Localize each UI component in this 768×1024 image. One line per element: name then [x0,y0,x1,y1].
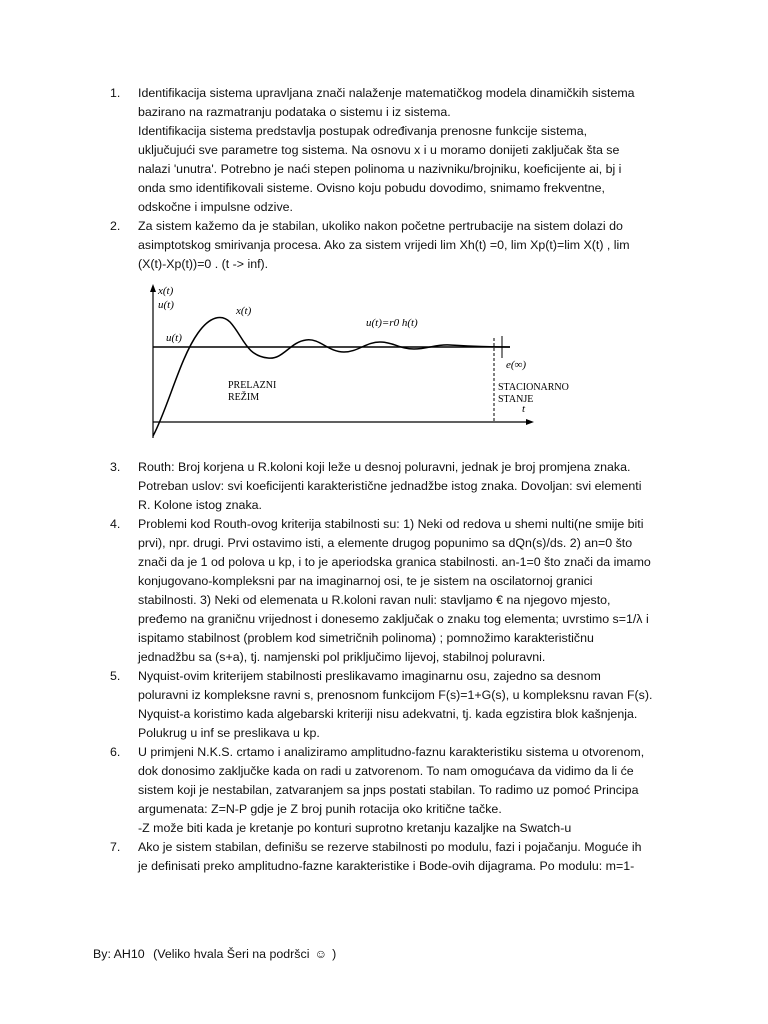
paragraph-line: Identifikacija sistema upravljana znači nalaženje matematičkog modela dinamičkih sistema [138,86,635,100]
transient-label-2: REŽIM [228,392,260,403]
steady-label-2: STANJE [498,394,534,405]
list-item-number: 6. [110,745,121,759]
paragraph-line: prvi), npr. drugi. Prvi ostavimo isti, a elemente drugog popunimo sa dQn(s)/ds. 2) an=0 što [138,536,633,550]
y-axis-label-x: x(t) [158,285,174,297]
paragraph-line: bazirano na razmatranju podataka o sistemu i iz sistema. [138,105,451,119]
paragraph-line: (X(t)-Xp(t))=0 . (t -> inf). [138,257,269,271]
footer [93,947,341,961]
time-axis-label: t [522,403,526,415]
numbered-list [110,84,685,876]
paragraph-line: Problemi kod Routh-ovog kriterija stabilnosti su: 1) Neki od redova u shemi nulti(ne smije biti [138,517,644,531]
steady-label-1: STACIONARNO [498,382,569,393]
list-item-number: 5. [110,669,121,683]
list-item [110,667,685,743]
paragraph-line: je definisati preko amplitudno-fazne karakteristike i Bode-ovih dijagrama. Po modulu: m=1- [138,859,635,873]
paragraph-line: poluravni iz kompleksne ravni s, prenosnom funkcijom F(s)=1+G(s), u kompleksnu ravan F(s). [138,688,653,702]
paragraph-line: Nyquist-a koristimo kada algebarski kriteriji nisu adekvatni, tj. kada egzistira blok kašnjenja. [138,707,638,721]
paragraph-line: Polukrug u inf se preslikava u kp. [138,726,320,740]
list-item [110,84,685,217]
transient-label-1: PRELAZNI [228,380,277,391]
y-axis-label-u: u(t) [158,299,174,311]
list-item-number: 7. [110,840,121,854]
list-item [110,458,685,515]
list-item-number: 3. [110,460,121,474]
list-item [110,743,685,838]
paragraph-line: R. Kolone istog znaka. [138,498,262,512]
response-curve [153,317,510,436]
paragraph-line: nalazi 'unutra'. Potrebno je naći stepen polinoma u nazivniku/brojniku, koeficijente ai, bj i [138,162,622,176]
paragraph-line: Za sistem kažemo da je stabilan, ukoliko nakon početne pertrubacije na sistem dolazi do [138,219,623,233]
paragraph-line: -Z može biti kada je kretanje po konturi suprotno kretanju kazaljke na Swatch-u [138,821,572,835]
error-label: e(∞) [506,359,527,371]
paragraph-line: znači da je 1 od polova u kp, i to je aperiodska granica stabilnosti. an-1=0 što znači da imamo [138,555,651,569]
paragraph-line: konjugovano-kompleksni par na imaginarnoj osi, te je sistem na oscilatornoj granici [138,574,593,588]
u-label: u(t) [166,332,182,344]
list-item-number: 2. [110,219,121,233]
paragraph-line: asimptotskog smirivanja procesa. Ako za sistem vrijedi lim Xh(t) =0, lim Xp(t)=lim X(t) , lim [138,238,630,252]
list-item-number: 4. [110,517,121,531]
y-axis-arrow [150,284,156,292]
paragraph-line: odskočne i impulsne odzive. [138,200,293,214]
paragraph-line: Potreban uslov: svi koeficijenti karakteristične jednadžbe istog znaka. Dovoljan: svi elementi [138,479,642,493]
paragraph-line: onda smo identifikovali sisteme. Ovisno koju pobudu dovodimo, snimamo frekventne, [138,181,605,195]
time-axis-arrow [526,419,534,425]
paragraph-line: uključujući sve parametre tog sistema. Na osnovu x i u moramo donijeti zaključak šta se [138,143,620,157]
footer-author: By: AH10 [93,947,145,961]
formula-label: u(t)=r0 h(t) [366,317,418,329]
paragraph-line: dok donosimo zaključke kada on radi u zatvorenom. To nam omogućava da vidimo da li će [138,764,634,778]
paragraph-line: U primjeni N.K.S. crtamo i analiziramo amplitudno-faznu karakteristiku sistema u otvorenom, [138,745,645,759]
paragraph-line: Routh: Broj korjena u R.koloni koji leže u desnoj poluravni, jednak je broj promjena znaka. [138,460,631,474]
paragraph-line: jednadžbu sa (s+a), tj. namjenski pol priključimo lijevoj, stabilnoj poluravni. [138,650,546,664]
step-response-figure [118,278,638,448]
paragraph-line: pređemo na graničnu vrijednost i donesemo zaključak o znaku tog elementa; uvrstimo s=1/λ i [138,612,649,626]
paragraph-line: Identifikacija sistema predstavlja postupak određivanja prenosne funkcije sistema, [138,124,588,138]
list-item-number: 1. [110,86,121,100]
paragraph-line: Nyquist-ovim kriterijem stabilnosti preslikavamo imaginarnu osu, zajedno sa desnom [138,669,601,683]
list-item [110,515,685,667]
smiley-icon: ☺ [314,947,328,961]
list-item [110,217,685,274]
paragraph-line: ispitamo stabilnost (problem kod simetričnih polinoma) ; pomnožimo karakterističnu [138,631,594,645]
paragraph-line: Ako je sistem stabilan, definišu se rezerve stabilnosti po modulu, fazi i pojačanju. Moguće ih [138,840,642,854]
footer-thanks: (Veliko hvala Šeri na podršci [153,947,310,961]
paragraph-line: sistem koji je nestabilan, zatvaranjem sa jnps postati stabilan. To radimo uz pomoć Principa [138,783,639,797]
paragraph-line: argumenata: Z=N-P gdje je Z broj punih rotacija oko kritične tačke. [138,802,502,816]
list-item [110,838,685,876]
footer-close: ) [332,947,337,961]
x-curve-label: x(t) [236,305,252,317]
paragraph-line: stabilnosti. 3) Neki od elemenata u R.koloni ravan nuli: stavljamo € na njegovo mjesto, [138,593,611,607]
